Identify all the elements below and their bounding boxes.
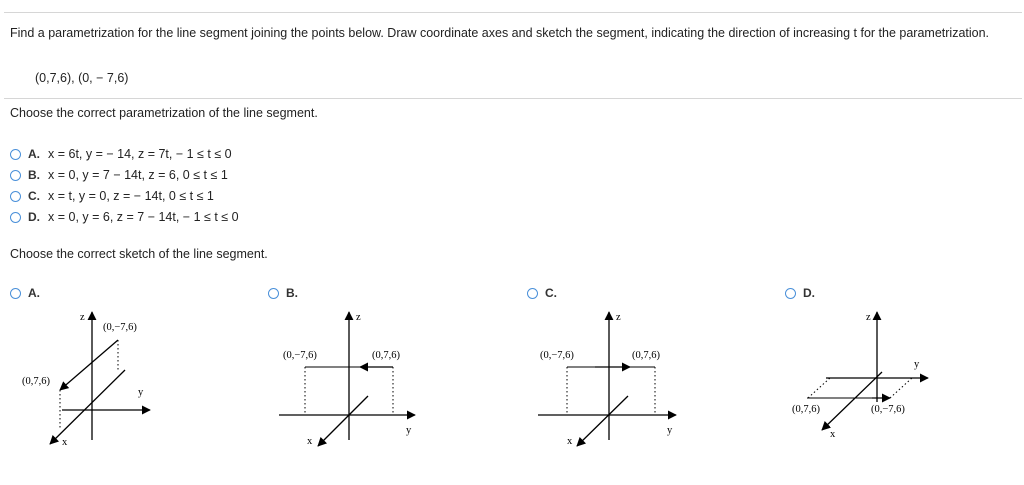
x-axis-label: x: [830, 429, 836, 440]
guide-line: [808, 378, 830, 398]
guide-line: [890, 378, 912, 398]
option-text: x = 0, y = 7 − 14t, z = 6, 0 ≤ t ≤ 1: [48, 168, 228, 182]
problem-prompt: Find a parametrization for the line segment joining the points below. Draw coordinate axes and sketch the segment, indicating the direction of increasing t for the parametrization.: [10, 26, 990, 40]
option-letter: B.: [28, 168, 40, 182]
option-letter: C.: [545, 286, 557, 300]
radio-icon[interactable]: [268, 288, 279, 299]
point-label: (0,7,6): [372, 350, 400, 361]
option-letter: A.: [28, 147, 40, 161]
option-text: x = t, y = 0, z = − 14t, 0 ≤ t ≤ 1: [48, 189, 214, 203]
segment: [60, 340, 118, 390]
x-axis-label: x: [567, 436, 573, 447]
point-label: (0,−7,6): [283, 350, 317, 361]
x-axis-label: x: [62, 437, 68, 448]
option-letter: C.: [28, 189, 40, 203]
sketch-c-figure: [538, 312, 676, 446]
question-sketch: Choose the correct sketch of the line segment.: [10, 247, 268, 261]
z-axis-label: z: [866, 312, 871, 323]
option-letter: B.: [286, 286, 298, 300]
x-axis: [577, 396, 628, 446]
radio-icon[interactable]: [10, 288, 21, 299]
point-label: (0,7,6): [632, 350, 660, 361]
top-divider: [4, 12, 1022, 13]
option-letter: A.: [28, 286, 40, 300]
section-divider: [4, 98, 1022, 99]
x-axis: [318, 396, 368, 446]
z-axis-label: z: [616, 312, 621, 323]
x-axis: [822, 372, 882, 430]
option-letter: D.: [803, 286, 815, 300]
sketch-d-figure: [807, 312, 928, 430]
radio-icon[interactable]: [527, 288, 538, 299]
sketch-option-d[interactable]: [785, 286, 823, 300]
option-text: x = 0, y = 6, z = 7 − 14t, − 1 ≤ t ≤ 0: [48, 210, 239, 224]
radio-icon[interactable]: [10, 212, 21, 223]
sketch-option-c[interactable]: [527, 286, 565, 300]
param-option-b[interactable]: [10, 166, 228, 184]
y-axis-label: y: [914, 359, 920, 370]
option-letter: D.: [28, 210, 40, 224]
sketch-a-figure: [50, 312, 150, 444]
point-label: (0,−7,6): [540, 350, 574, 361]
z-axis-label: z: [80, 312, 85, 323]
sketch-option-a[interactable]: [10, 286, 48, 300]
sketch-b-figure: [279, 312, 415, 446]
y-axis-label: y: [138, 387, 144, 398]
radio-icon[interactable]: [10, 170, 21, 181]
sketch-option-b[interactable]: [268, 286, 306, 300]
y-axis-label: y: [406, 425, 412, 436]
point-label: (0,−7,6): [871, 404, 905, 415]
points-text: (0,7,6), (0, − 7,6): [35, 71, 129, 85]
point-label: (0,7,6): [792, 404, 820, 415]
param-option-a[interactable]: [10, 145, 232, 163]
param-option-c[interactable]: [10, 187, 214, 205]
radio-icon[interactable]: [10, 149, 21, 160]
x-axis: [50, 370, 125, 444]
option-text: x = 6t, y = − 14, z = 7t, − 1 ≤ t ≤ 0: [48, 147, 232, 161]
y-axis-label: y: [667, 425, 673, 436]
radio-icon[interactable]: [785, 288, 796, 299]
point-label: (0,−7,6): [103, 322, 137, 333]
question-parametrization: Choose the correct parametrization of the line segment.: [10, 106, 318, 120]
radio-icon[interactable]: [10, 191, 21, 202]
x-axis-label: x: [307, 436, 313, 447]
z-axis-label: z: [356, 312, 361, 323]
point-label: (0,7,6): [22, 376, 50, 387]
param-option-d[interactable]: [10, 208, 239, 226]
